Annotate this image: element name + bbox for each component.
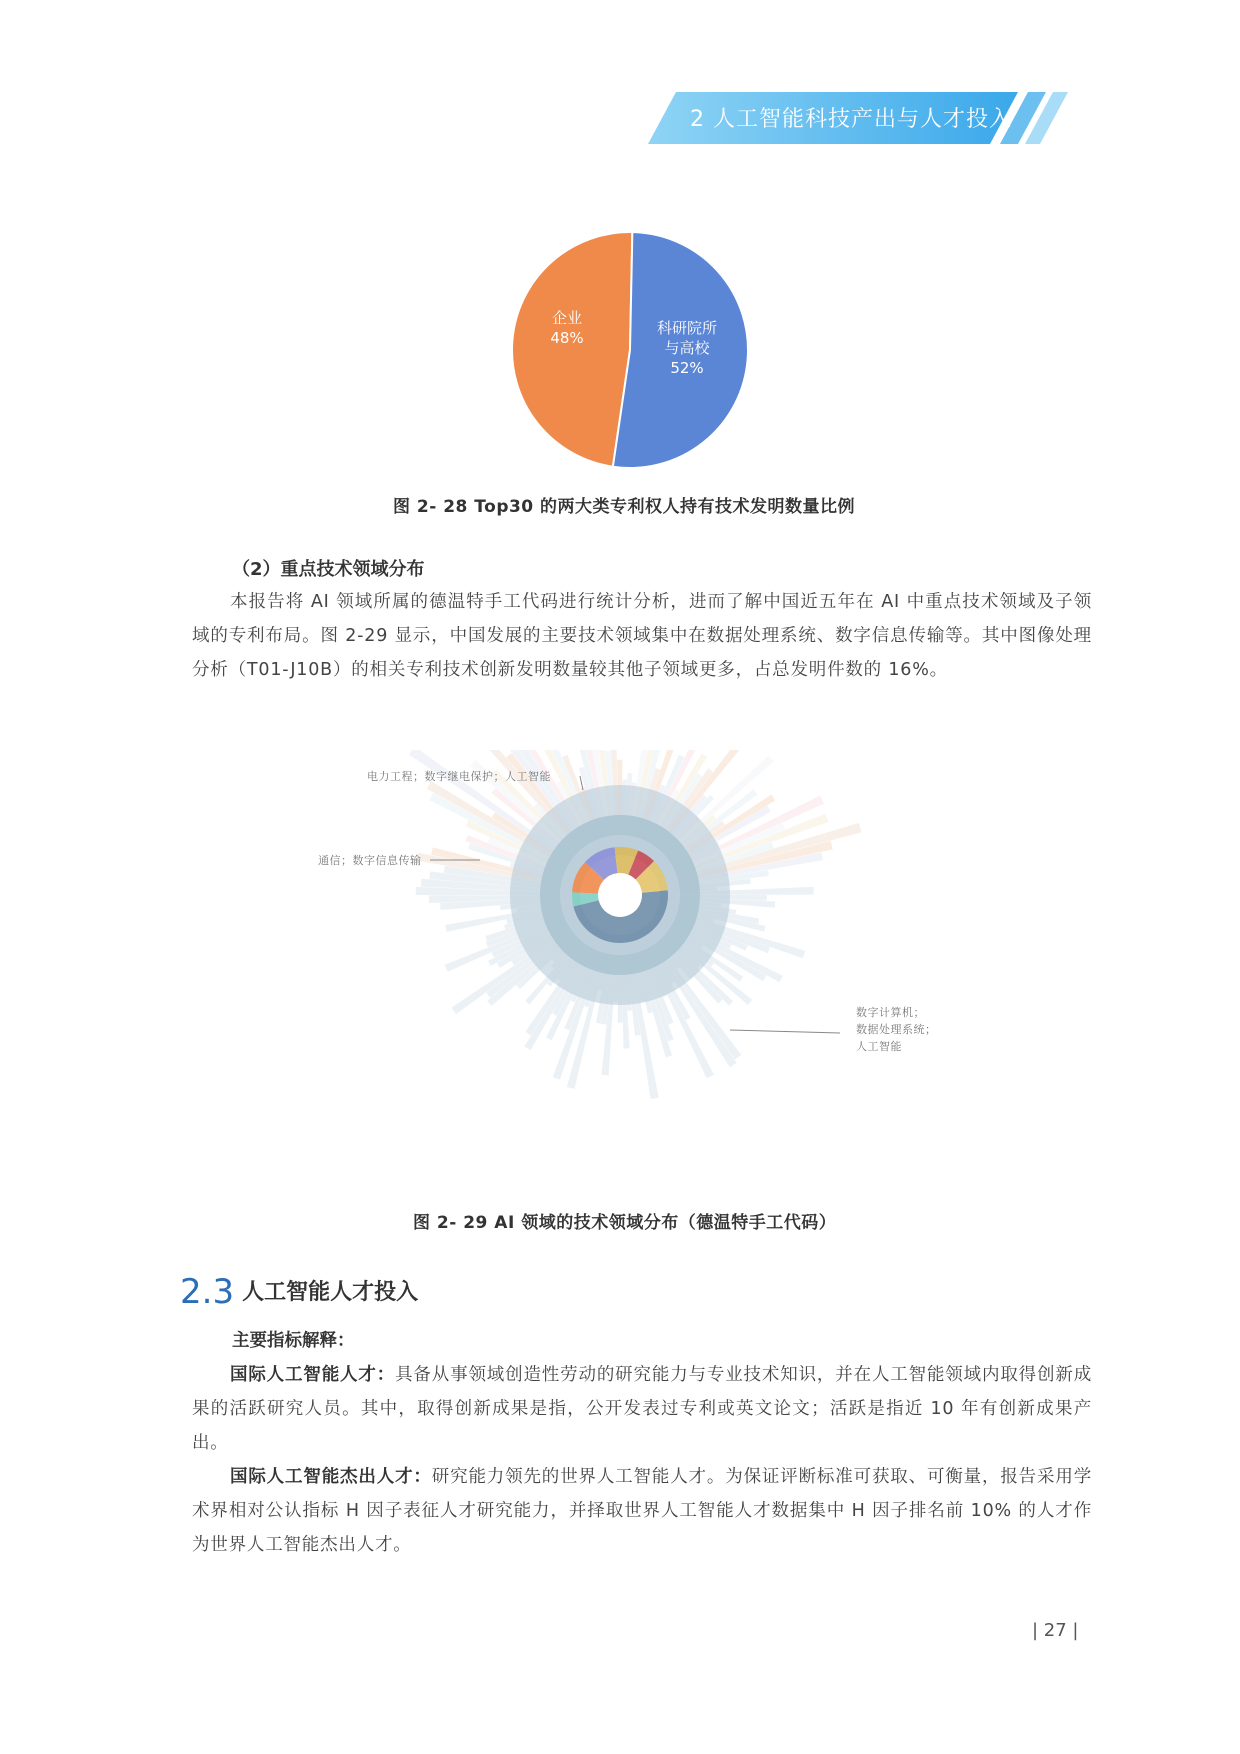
sunburst-center — [599, 874, 641, 916]
paragraph-tech-distribution: 本报告将 AI 领域所属的德温特手工代码进行统计分析，进而了解中国近五年在 AI 中重点技术领域及子领域的专利布局。图 2-29 显示，中国发展的主要技术领域集中在数据处理系统、数字信息传输等。其中图像处理分析（T01-J10B）的相关专利技术创新发明数量较其他子领域更多，占总发明件数的 16%。 — [192, 592, 1092, 680]
sunburst-svg — [300, 750, 960, 1190]
pie-label-institutes-name1: 科研院所 — [656, 319, 717, 337]
annotation-power-engineering: 电力工程；数字继电保护；人工智能 — [367, 770, 551, 783]
section-number: 2.3 — [180, 1272, 235, 1312]
annotation-digital-computer-1: 数字计算机； — [856, 1006, 925, 1019]
pie-slice-0 — [512, 232, 632, 467]
definition-ai-talent-text: 具备从事领域创造性劳动的研究能力与专业技术知识，并在人工智能领域内取得创新成果的活跃研究人员。其中，取得创新成果是指，公开发表过专利或英文论文；活跃是指近 10 年有创新成果产出。 — [192, 1365, 1092, 1453]
figure-2-29-caption: 图 2- 29 AI 领域的技术领域分布（德温特手工代码） — [413, 1213, 837, 1233]
pie-label-enterprise-name: 企业 — [551, 309, 582, 327]
pie-label-institutes-value: 52% — [670, 359, 704, 377]
leader-line-right — [730, 1030, 840, 1033]
annotation-digital-computer-2: 数据处理系统； — [856, 1023, 937, 1036]
subsection-heading: （2）重点技术领域分布 — [232, 559, 425, 580]
definition-ai-talent-term: 国际人工智能人才： — [230, 1365, 396, 1385]
chapter-banner — [648, 92, 1080, 144]
chapter-title: 2 人工智能科技产出与人才投入 — [690, 107, 1012, 132]
definition-outstanding-talent-text: 研究能力领先的世界人工智能人才。为保证评断标准可获取、可衡量，报告采用学术界相对公认指标 H 因子表征人才研究能力，并择取世界人工智能人才数据集中 H 因子排名前 10% 的人才作为世界人工智能杰出人才。 — [192, 1467, 1093, 1555]
page-number: | 27 | — [1032, 1620, 1079, 1641]
pie-chart — [500, 220, 760, 480]
pie-label-enterprise-value: 48% — [550, 329, 584, 347]
figure-2-28-caption: 图 2- 28 Top30 的两大类专利权人持有技术发明数量比例 — [393, 497, 856, 517]
pie-label-enterprise — [532, 308, 602, 348]
section-heading — [180, 1272, 418, 1312]
pie-label-institutes — [642, 318, 732, 378]
annotation-digital-computer-3: 人工智能 — [856, 1040, 902, 1053]
annotation-communication: 通信；数字信息传输 — [318, 854, 422, 867]
definition-outstanding-talent-term: 国际人工智能杰出人才： — [230, 1467, 432, 1487]
section-title: 人工智能人才投入 — [242, 1280, 419, 1305]
pie-label-institutes-name2: 与高校 — [664, 339, 710, 357]
annotation-digital-computer — [856, 1004, 937, 1055]
indicators-heading: 主要指标解释： — [232, 1331, 355, 1351]
sunburst-chart — [300, 750, 960, 1190]
definition-outstanding-talent — [192, 1460, 1092, 1562]
definition-ai-talent — [192, 1358, 1092, 1460]
